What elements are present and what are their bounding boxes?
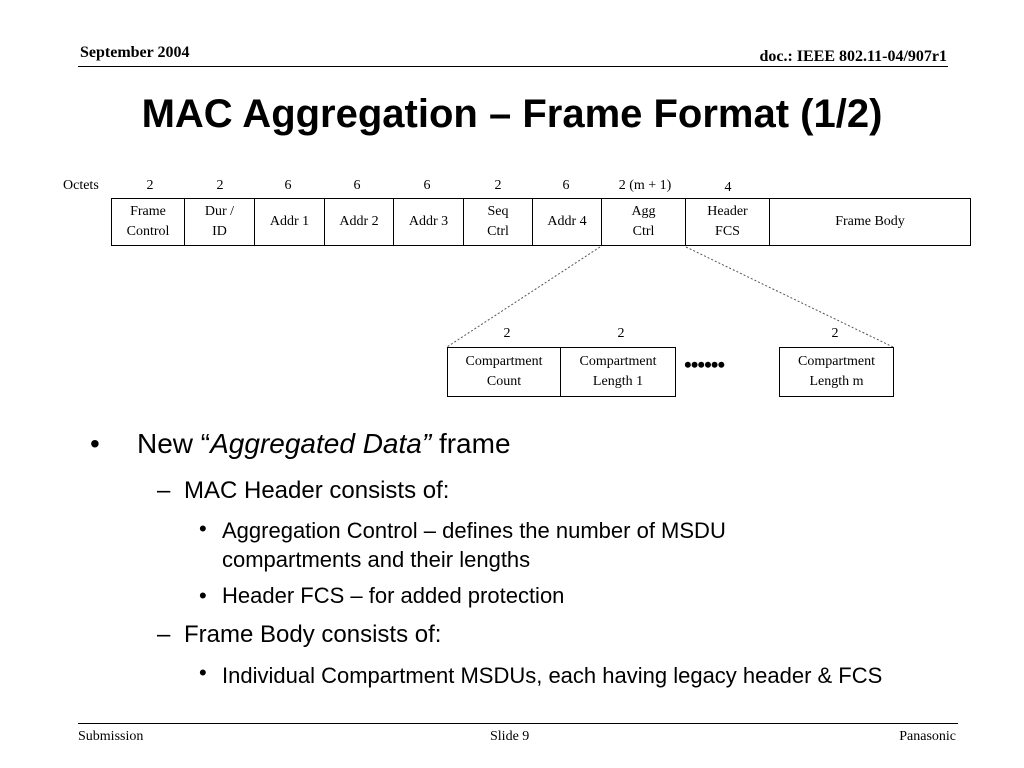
expansion-line-right [686, 247, 893, 347]
field-compartment-count: Compartment Count [447, 347, 561, 397]
sub-bullet-dash-1: – [157, 477, 171, 504]
field-compartment-length-m: Compartment Length m [779, 347, 894, 397]
octet-agg-ctrl: 2 (m + 1) [618, 178, 672, 193]
bullet-main-text: New “Aggregated Data” frame [137, 428, 511, 459]
octet-addr1: 6 [284, 178, 292, 193]
octet-compartment-length-m: 2 [831, 326, 839, 341]
item-aggregation-control: Aggregation Control – defines the number of MSDU compartments and their lengths [222, 518, 726, 572]
footer-submission: Submission [78, 729, 144, 744]
field-compartment-length-1: Compartment Length 1 [560, 347, 676, 397]
sub-bullet-frame-body: Frame Body consists of: [184, 621, 442, 648]
octet-header-fcs: 4 [724, 180, 732, 195]
octet-compartment-length-1: 2 [617, 326, 625, 341]
field-addr1: Addr 1 [254, 199, 324, 245]
item-bullet-3: • [199, 660, 207, 685]
ellipsis-dots: •••••• [684, 352, 725, 377]
header-doc-id: doc.: IEEE 802.11-04/907r1 [759, 48, 947, 65]
item-header-fcs: Header FCS – for added protection [222, 583, 565, 608]
field-addr3: Addr 3 [393, 199, 463, 245]
item-compartment-msdus: Individual Compartment MSDUs, each having legacy header & FCS [222, 663, 883, 688]
footer-company: Panasonic [899, 729, 956, 744]
field-addr4: Addr 4 [532, 199, 601, 245]
footer-slide-number: Slide 9 [490, 729, 530, 744]
octet-seq-ctrl: 2 [494, 178, 502, 193]
field-frame-body: Frame Body [769, 199, 970, 245]
field-header-fcs: Header FCS [685, 199, 769, 245]
field-dur-id: Dur / ID [184, 199, 254, 245]
octet-addr4: 6 [562, 178, 570, 193]
item-bullet-2: • [199, 583, 207, 608]
field-seq-ctrl: Seq Ctrl [463, 199, 532, 245]
sub-bullet-mac-header: MAC Header consists of: [184, 477, 450, 504]
item-bullet-1: • [199, 516, 207, 541]
octet-dur-id: 2 [216, 178, 224, 193]
octets-label: Octets [63, 178, 99, 193]
header-date: September 2004 [80, 44, 190, 61]
octet-addr3: 6 [423, 178, 431, 193]
field-addr2: Addr 2 [324, 199, 393, 245]
octet-compartment-count: 2 [503, 326, 511, 341]
bullet-marker: • [90, 428, 100, 459]
octet-addr2: 6 [353, 178, 361, 193]
sub-bullet-dash-2: – [157, 621, 171, 648]
footer-divider [78, 723, 958, 724]
octet-frame-control: 2 [146, 178, 154, 193]
field-agg-ctrl: Agg Ctrl [601, 199, 685, 245]
field-frame-control: Frame Control [126, 204, 170, 239]
slide-title: MAC Aggregation – Frame Format (1/2) [141, 92, 883, 136]
